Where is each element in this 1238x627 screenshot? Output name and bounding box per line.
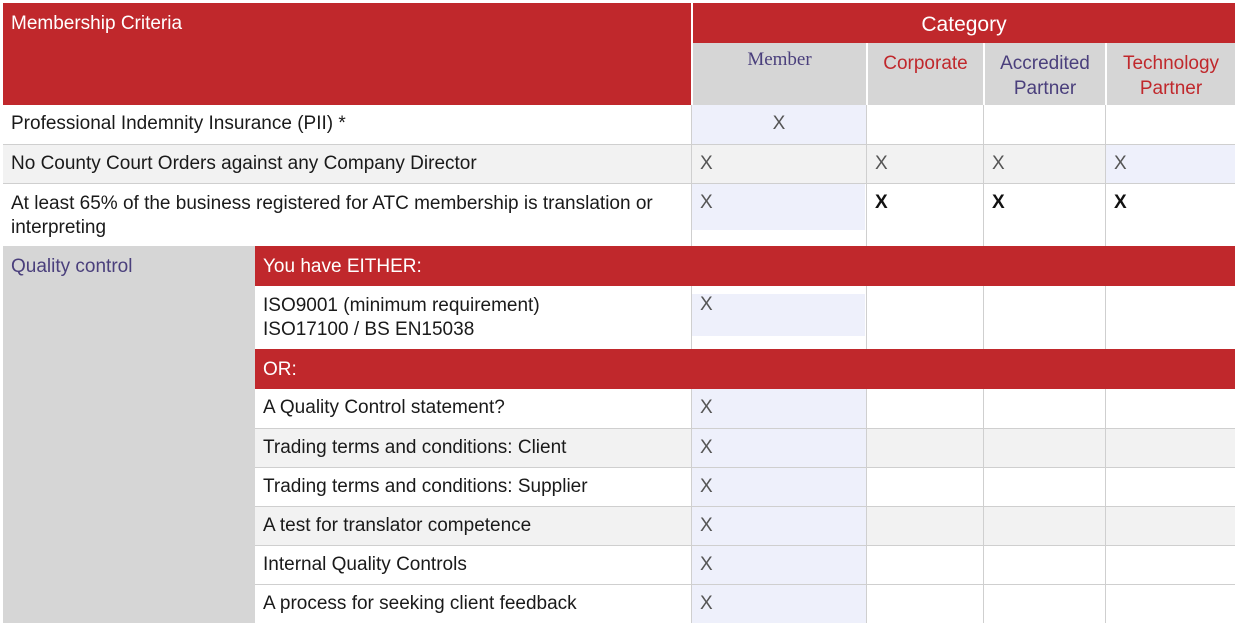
qc-item-client-terms-corporate	[866, 428, 983, 467]
qc-item-competence-test: A test for translator competence	[255, 506, 691, 545]
qc-item-statement-technology	[1105, 389, 1235, 428]
business-accredited-mark: X	[992, 192, 1005, 213]
qc-item-statement-corporate	[866, 389, 983, 428]
qc-item-supplier-terms-corporate	[866, 467, 983, 506]
column-header-member: Member	[691, 43, 866, 105]
qc-item-supplier-terms-member	[691, 467, 866, 506]
business-corporate-cell	[866, 183, 983, 246]
qc-item-competence-test-technology	[1105, 506, 1235, 545]
qc-item-client-terms: Trading terms and conditions: Client	[255, 428, 691, 467]
qc-item-internal-controls-technology	[1105, 545, 1235, 584]
qc-item-client-terms-technology	[1105, 428, 1235, 467]
qc-item-statement: A Quality Control statement?	[255, 389, 691, 428]
business-member-tint	[692, 184, 865, 230]
iso-member-tint	[692, 294, 865, 336]
court-accredited-mark: X	[992, 153, 1005, 174]
iso-member-mark: X	[700, 294, 713, 315]
business-technology-cell	[1105, 183, 1235, 246]
qc-item-client-feedback-mark: X	[700, 593, 713, 614]
court-accredited-cell	[983, 144, 1105, 183]
qc-item-competence-test-mark: X	[700, 515, 713, 536]
court-member-mark: X	[700, 153, 713, 174]
pii-technology-cell	[1105, 105, 1235, 144]
pii-accredited-cell	[983, 105, 1105, 144]
qc-item-competence-test-member	[691, 506, 866, 545]
qc-item-supplier-terms-accredited	[983, 467, 1105, 506]
qc-item-competence-test-corporate	[866, 506, 983, 545]
qc-item-supplier-terms-mark: X	[700, 476, 713, 497]
qc-item-client-feedback-corporate	[866, 584, 983, 623]
qc-item-internal-controls-corporate	[866, 545, 983, 584]
court-technology-cell	[1105, 144, 1235, 183]
business-technology-mark: X	[1114, 192, 1127, 213]
qc-item-internal-controls: Internal Quality Controls	[255, 545, 691, 584]
qc-item-statement-member	[691, 389, 866, 428]
iso-technology-cell	[1105, 286, 1235, 349]
qc-item-supplier-terms-technology	[1105, 467, 1235, 506]
qc-item-client-terms-accredited	[983, 428, 1105, 467]
iso-standards	[255, 286, 691, 349]
qc-item-internal-controls-mark: X	[700, 554, 713, 575]
business-member-cell	[691, 183, 866, 246]
qc-item-client-terms-member	[691, 428, 866, 467]
iso-line-2: ISO17100 / BS EN15038	[263, 319, 475, 340]
iso-corporate-cell	[866, 286, 983, 349]
quality-control-label: Quality control	[3, 246, 255, 623]
or-bar: OR:	[255, 349, 1235, 389]
qc-item-client-terms-mark: X	[700, 437, 713, 458]
pii-corporate-cell	[866, 105, 983, 144]
business-accredited-cell	[983, 183, 1105, 246]
qc-item-client-feedback-member	[691, 584, 866, 623]
either-bar: You have EITHER:	[255, 246, 1235, 286]
qc-item-client-feedback: A process for seeking client feedback	[255, 584, 691, 623]
business-corporate-mark: X	[875, 192, 888, 213]
qc-item-supplier-terms: Trading terms and conditions: Supplier	[255, 467, 691, 506]
court-member-cell	[691, 144, 866, 183]
iso-line-1: ISO9001 (minimum requirement)	[263, 295, 540, 316]
column-header-technology-partner: Technology Partner	[1105, 43, 1235, 105]
criterion-pii: Professional Indemnity Insurance (PII) *	[3, 105, 691, 144]
court-corporate-cell	[866, 144, 983, 183]
pii-member-mark: X	[772, 113, 786, 134]
column-header-corporate: Corporate	[866, 43, 983, 105]
membership-criteria-heading: Membership Criteria	[3, 3, 691, 105]
pii-member-cell	[691, 105, 866, 144]
qc-item-client-feedback-technology	[1105, 584, 1235, 623]
business-member-mark: X	[700, 192, 713, 213]
category-heading: Category	[691, 3, 1235, 43]
qc-item-statement-accredited	[983, 389, 1105, 428]
iso-member-cell	[691, 286, 866, 349]
qc-item-client-feedback-accredited	[983, 584, 1105, 623]
criterion-county-court: No County Court Orders against any Company Director	[3, 144, 691, 183]
qc-item-statement-mark: X	[700, 397, 713, 418]
qc-item-competence-test-accredited	[983, 506, 1105, 545]
qc-item-internal-controls-member	[691, 545, 866, 584]
criterion-business-share: At least 65% of the business registered for ATC membership is translation or interpreting	[3, 183, 691, 246]
court-technology-mark: X	[1114, 153, 1127, 174]
qc-item-internal-controls-accredited	[983, 545, 1105, 584]
court-corporate-mark: X	[875, 153, 888, 174]
iso-accredited-cell	[983, 286, 1105, 349]
column-header-accredited-partner: Accredited Partner	[983, 43, 1105, 105]
